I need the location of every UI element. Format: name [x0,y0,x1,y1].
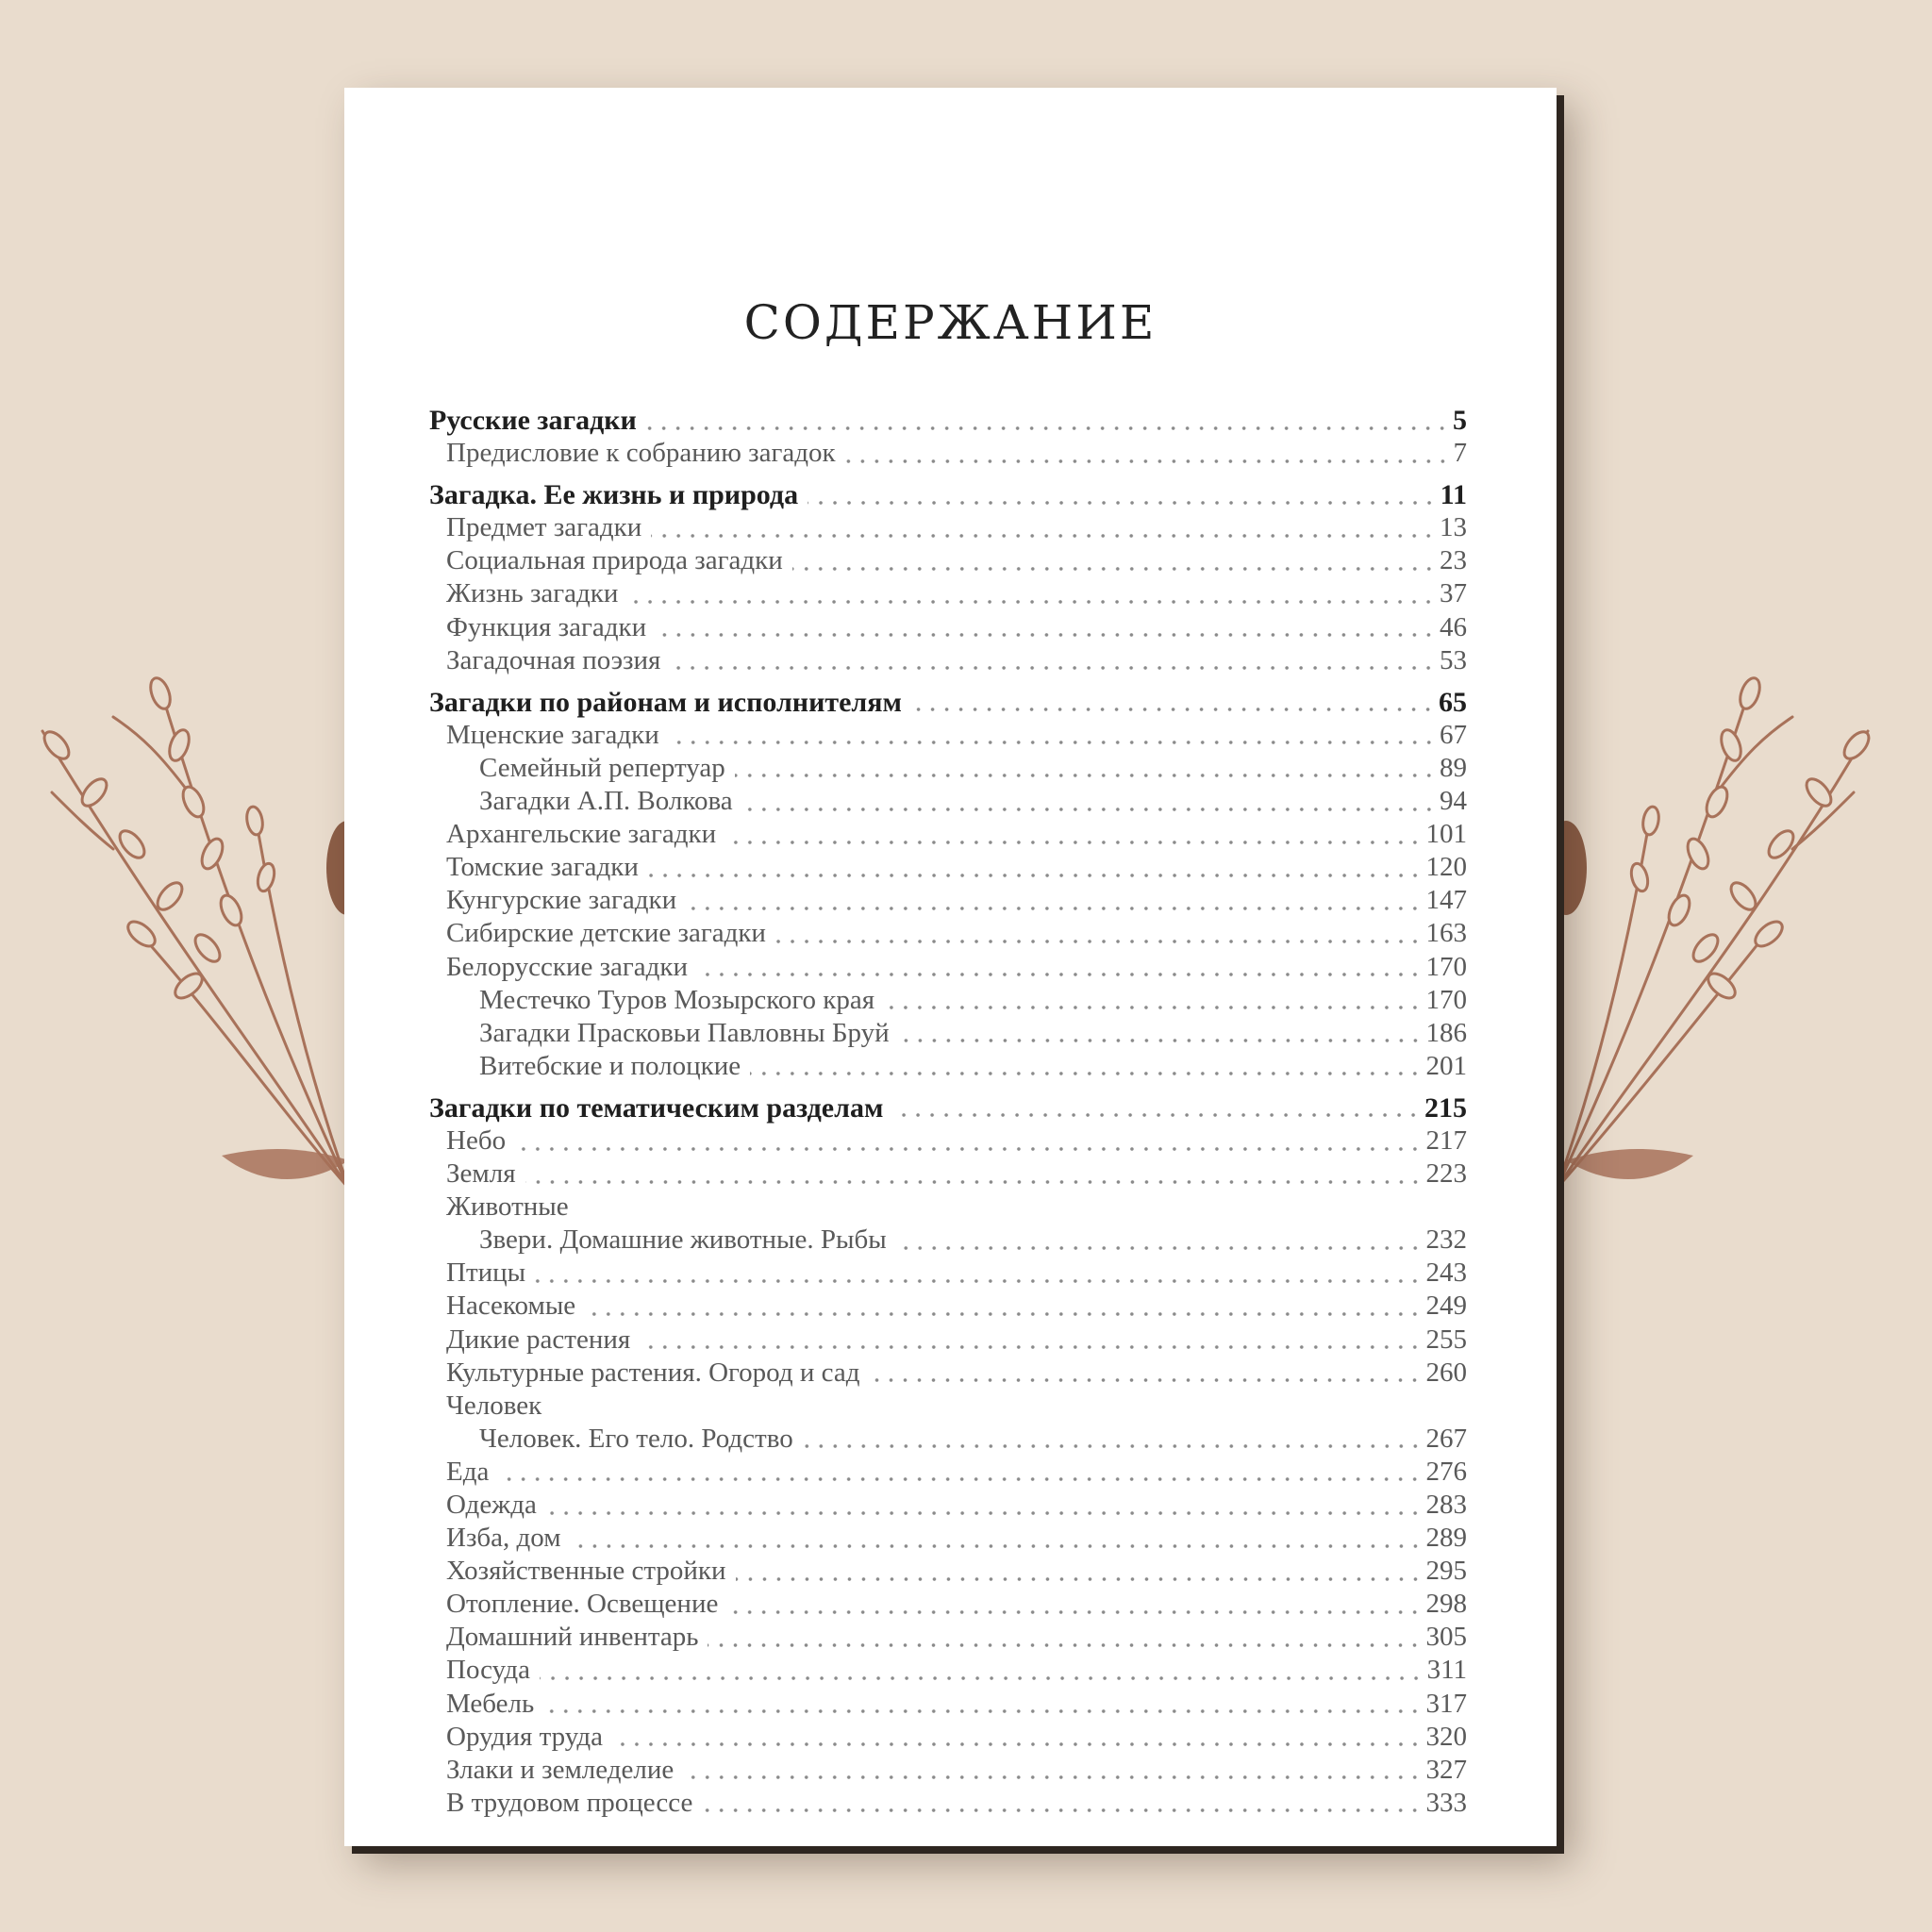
leader-dots [669,741,1436,744]
toc-entry [429,951,1467,984]
toc-entry-text: Злаки и земледелие [446,1754,675,1785]
toc-page-number: 65 [1439,686,1467,718]
toc-page-number: 276 [1425,1456,1467,1487]
toc-entry [429,785,1467,818]
toc-entry-text: Местечко Туров Мозырского края [479,984,875,1015]
toc-entry-text: Витебские и полоцкие [479,1050,741,1081]
toc-entry-text: Отопление. Освещение [446,1589,719,1620]
toc-entry [429,644,1467,677]
leader-dots [640,1345,1422,1349]
toc-page-number: 7 [1453,438,1467,469]
toc-entry [429,1588,1467,1621]
leader-dots [911,708,1435,711]
toc-page-number: 120 [1425,852,1467,883]
toc-entry-text: Загадка. Ее жизнь и природа [429,479,799,511]
toc-entry [429,437,1467,470]
leader-dots [543,1709,1422,1713]
leader-dots [648,874,1423,877]
toc-page-number: 295 [1425,1556,1467,1587]
leader-dots [646,426,1449,430]
toc-entry-text: Функция загадки [446,611,647,642]
toc-entry-text: Птицы [446,1257,526,1289]
toc-entry-text: Загадки по тематическим разделам [429,1091,884,1124]
toc-page-number: 37 [1440,578,1467,609]
toc-page-number: 327 [1425,1754,1467,1785]
toc-page-number: 170 [1425,984,1467,1015]
toc-page-number: 67 [1440,719,1467,750]
leader-dots [845,459,1450,463]
toc-page-number: 305 [1425,1622,1467,1653]
toc-page-number: 283 [1425,1490,1467,1520]
toc-entry [429,1050,1467,1083]
toc-entry [429,1224,1467,1257]
toc-entry-text: Загадочная поэзия [446,644,661,675]
toc-entry-text: Сибирские детские загадки [446,918,766,949]
toc-page-number: 13 [1440,512,1467,543]
toc-entry [429,984,1467,1017]
leader-dots [750,1072,1422,1075]
toc-entry [429,917,1467,950]
toc-page-number: 260 [1425,1357,1467,1388]
toc-entry [429,884,1467,917]
leader-dots [627,600,1436,604]
toc-page-number: 163 [1425,918,1467,949]
leader-dots [535,1279,1422,1283]
toc-page-number: 94 [1440,786,1467,817]
toc-entry-text: Семейный репертуар [479,752,725,783]
leader-dots [725,841,1422,844]
toc-entry [429,1191,1467,1224]
leader-dots [612,1742,1422,1746]
toc-entry [429,577,1467,610]
toc-page-number: 223 [1425,1158,1467,1190]
toc-entry [429,1257,1467,1290]
leader-dots [899,1039,1423,1042]
toc-page-number: 320 [1425,1721,1467,1752]
toc-page-number: 232 [1425,1224,1467,1256]
toc-page-number: 11 [1440,479,1467,511]
toc-entry-text: В трудовом процессе [446,1787,693,1818]
toc-entry [429,1290,1467,1323]
leader-dots [892,1113,1421,1117]
toc-entry-text: Мебель [446,1688,535,1719]
leader-dots [702,1808,1422,1812]
leader-dots [808,501,1437,505]
toc-entry [429,851,1467,884]
toc-page-number: 186 [1425,1017,1467,1048]
toc-page-number: 53 [1440,644,1467,675]
toc-entry [429,1787,1467,1820]
toc-entry [429,1091,1467,1124]
book-page [344,88,1557,1846]
leader-dots [708,1643,1422,1647]
leader-dots [571,1544,1423,1548]
toc-entry [429,1489,1467,1522]
toc-entry [429,1721,1467,1754]
toc-entry [429,1357,1467,1390]
toc-entry [429,1124,1467,1158]
leader-dots [656,633,1436,637]
leader-dots [884,1006,1422,1009]
toc-page-number: 317 [1425,1688,1467,1719]
toc-entry [429,1158,1467,1191]
toc-entry-text: Человек [446,1390,542,1421]
leader-dots [540,1676,1424,1680]
toc-entry [429,686,1467,719]
toc-page-number: 333 [1425,1787,1467,1818]
toc-entry-text: Загадки А.П. Волкова [479,786,733,817]
toc-entry [429,478,1467,511]
toc-page-number: 217 [1425,1124,1467,1156]
toc-entry-text: Жизнь загадки [446,578,619,609]
toc-entry [429,1390,1467,1423]
toc-entry [429,1688,1467,1721]
toc-entry-text: Насекомые [446,1291,576,1322]
leader-dots [792,567,1436,571]
toc-entry-text: Человек. Его тело. Родство [479,1423,793,1454]
toc-page-number: 23 [1440,545,1467,576]
toc-page-number: 46 [1440,611,1467,642]
toc-entry-text: Посуда [446,1655,530,1686]
toc-page-number: 267 [1425,1423,1467,1454]
toc-page-number: 249 [1425,1291,1467,1322]
toc-page-number: 243 [1425,1257,1467,1289]
toc-page-number: 289 [1425,1523,1467,1554]
toc-entry [429,511,1467,544]
toc-list [429,404,1467,1820]
leader-dots [896,1246,1423,1250]
toc-page-number: 215 [1424,1091,1467,1124]
toc-entry-text: Кунгурские загадки [446,885,677,916]
toc-entry-text: Предисловие к собранию загадок [446,438,836,469]
toc-entry-text: Небо [446,1124,507,1156]
toc-entry [429,404,1467,437]
toc-title: СОДЕРЖАНИЕ [743,295,1158,350]
leader-dots [697,973,1422,976]
leader-dots [735,774,1436,777]
leader-dots [651,534,1436,538]
toc-entry-text: Загадки Прасковьи Павловны Бруй [479,1017,890,1048]
leader-dots [803,1444,1423,1448]
toc-entry [429,611,1467,644]
leader-dots [515,1147,1422,1151]
toc-entry-text: Орудия труда [446,1721,604,1752]
toc-entry [429,1017,1467,1050]
toc-page-number: 170 [1425,951,1467,982]
toc-entry [429,752,1467,785]
toc-entry-text: Предмет загадки [446,512,642,543]
toc-page-number: 147 [1425,885,1467,916]
toc-entry [429,1754,1467,1787]
leader-dots [670,666,1436,670]
toc-entry [429,1324,1467,1357]
leader-dots [585,1312,1422,1316]
toc-page-number: 201 [1425,1050,1467,1081]
toc-entry-text: Еда [446,1456,490,1487]
toc-entry-text: Томские загадки [446,852,639,883]
leader-dots [869,1378,1422,1382]
toc-entry-text: Хозяйственные стройки [446,1556,726,1587]
toc-entry-text: Культурные растения. Огород и сад [446,1357,860,1388]
toc-page-number: 101 [1425,819,1467,850]
toc-entry [429,818,1467,851]
leader-dots [736,1577,1423,1581]
leader-dots [683,1775,1422,1779]
toc-entry-text: Животные [446,1191,569,1223]
leader-dots [686,907,1422,910]
leader-dots [775,940,1423,943]
toc-page-number: 5 [1453,405,1467,436]
toc-entry-text: Мценские загадки [446,719,659,750]
toc-entry [429,719,1467,752]
toc-entry [429,544,1467,577]
leader-dots [742,808,1436,811]
toc-entry [429,1555,1467,1588]
toc-entry [429,1456,1467,1489]
toc-entry-text: Домашний инвентарь [446,1622,699,1653]
toc-entry-text: Изба, дом [446,1523,561,1554]
toc-page-number: 311 [1426,1655,1467,1686]
leader-dots [727,1610,1422,1614]
leader-dots [498,1477,1422,1481]
toc-page-number: 298 [1425,1589,1467,1620]
toc-entry-text: Дикие растения [446,1324,631,1355]
toc-entry-text: Русские загадки [429,405,637,436]
toc-entry-text: Архангельские загадки [446,819,717,850]
toc-entry [429,1654,1467,1687]
toc-entry-text: Звери. Домашние животные. Рыбы [479,1224,887,1256]
toc-entry-text: Одежда [446,1490,537,1520]
toc-entry-text: Белорусские загадки [446,951,689,982]
leader-dots [525,1180,1423,1184]
toc-entry [429,1423,1467,1456]
toc-entry-text: Земля [446,1158,516,1190]
toc-page-number: 255 [1425,1324,1467,1355]
toc-entry [429,1522,1467,1555]
leader-dots [546,1511,1423,1515]
toc-entry [429,1621,1467,1654]
toc-entry-text: Загадки по районам и исполнителям [429,686,902,718]
toc-page-number: 89 [1440,752,1467,783]
toc-entry-text: Социальная природа загадки [446,545,783,576]
